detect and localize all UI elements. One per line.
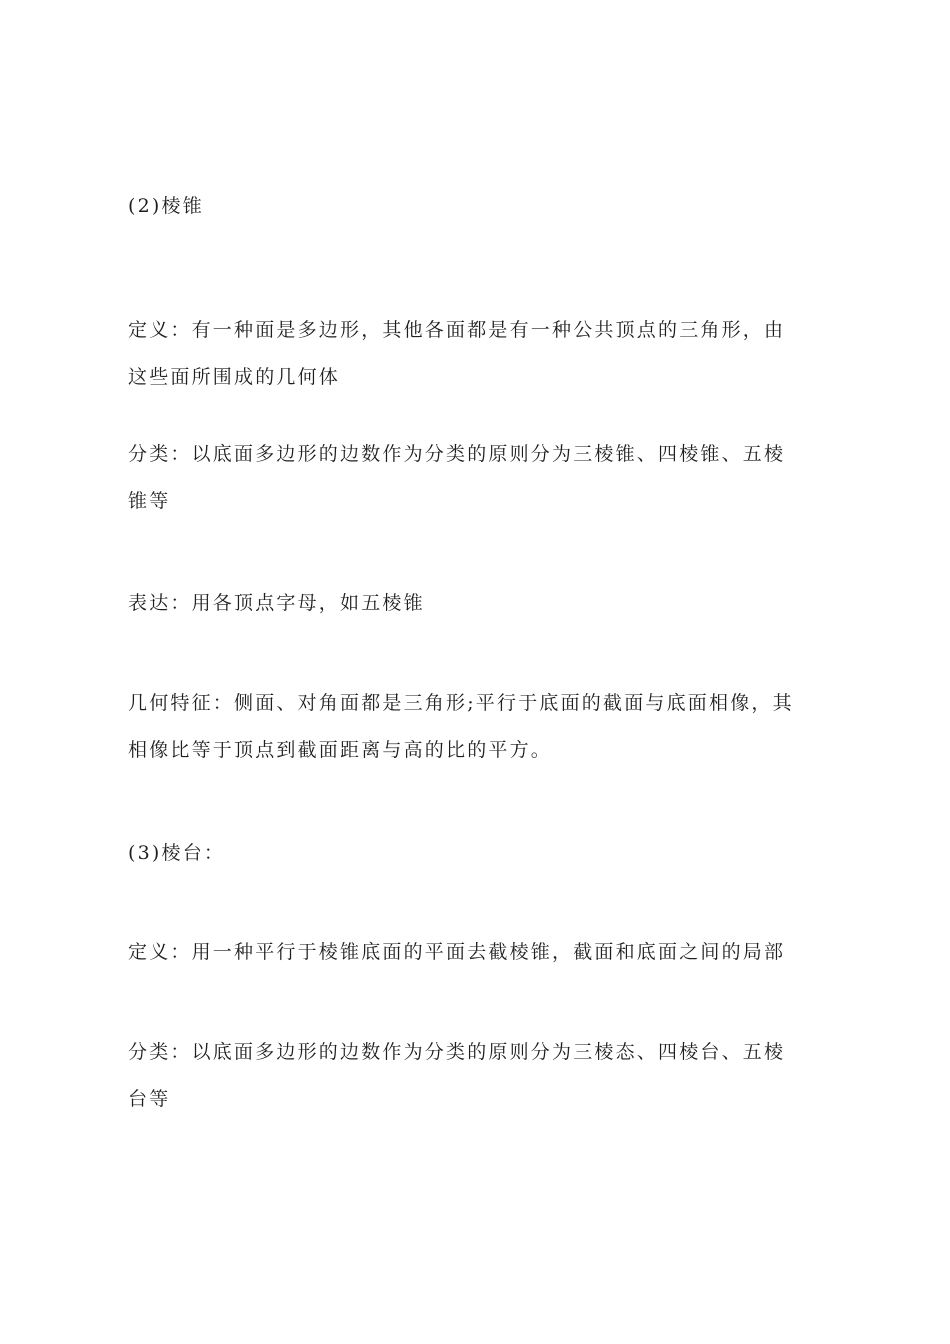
text-line: 这些面所围成的几何体 xyxy=(128,366,341,388)
frustum-classification-paragraph xyxy=(128,1029,838,1123)
pyramid-definition-paragraph xyxy=(128,307,838,401)
text-line: 分类：以底面多边形的边数作为分类的原则分为三棱态、四棱台、五棱 xyxy=(128,1041,786,1063)
text-line: 定义：用一种平行于棱锥底面的平面去截棱锥，截面和底面之间的局部 xyxy=(128,941,786,963)
text-line: 相像比等于顶点到截面距离与高的比的平方。 xyxy=(128,739,553,761)
frustum-definition-paragraph xyxy=(128,929,838,976)
text-line: 分类：以底面多边形的边数作为分类的原则分为三棱锥、四棱锥、五棱 xyxy=(128,443,786,465)
text-line: 几何特征：侧面、对角面都是三角形;平行于底面的截面与底面相像，其 xyxy=(128,692,794,714)
text-line: (2)棱锥 xyxy=(128,195,204,217)
text-line: 锥等 xyxy=(128,490,171,512)
pyramid-classification-paragraph xyxy=(128,431,838,525)
text-line: 表达：用各顶点字母，如五棱锥 xyxy=(128,592,425,614)
section-heading-pyramid xyxy=(128,183,838,230)
pyramid-features-paragraph xyxy=(128,680,838,774)
text-line: 定义：有一种面是多边形，其他各面都是有一种公共顶点的三角形，由 xyxy=(128,319,786,341)
text-line: (3)棱台： xyxy=(128,842,226,864)
pyramid-notation-paragraph xyxy=(128,580,838,627)
section-heading-frustum xyxy=(128,830,838,877)
text-line: 台等 xyxy=(128,1088,171,1110)
